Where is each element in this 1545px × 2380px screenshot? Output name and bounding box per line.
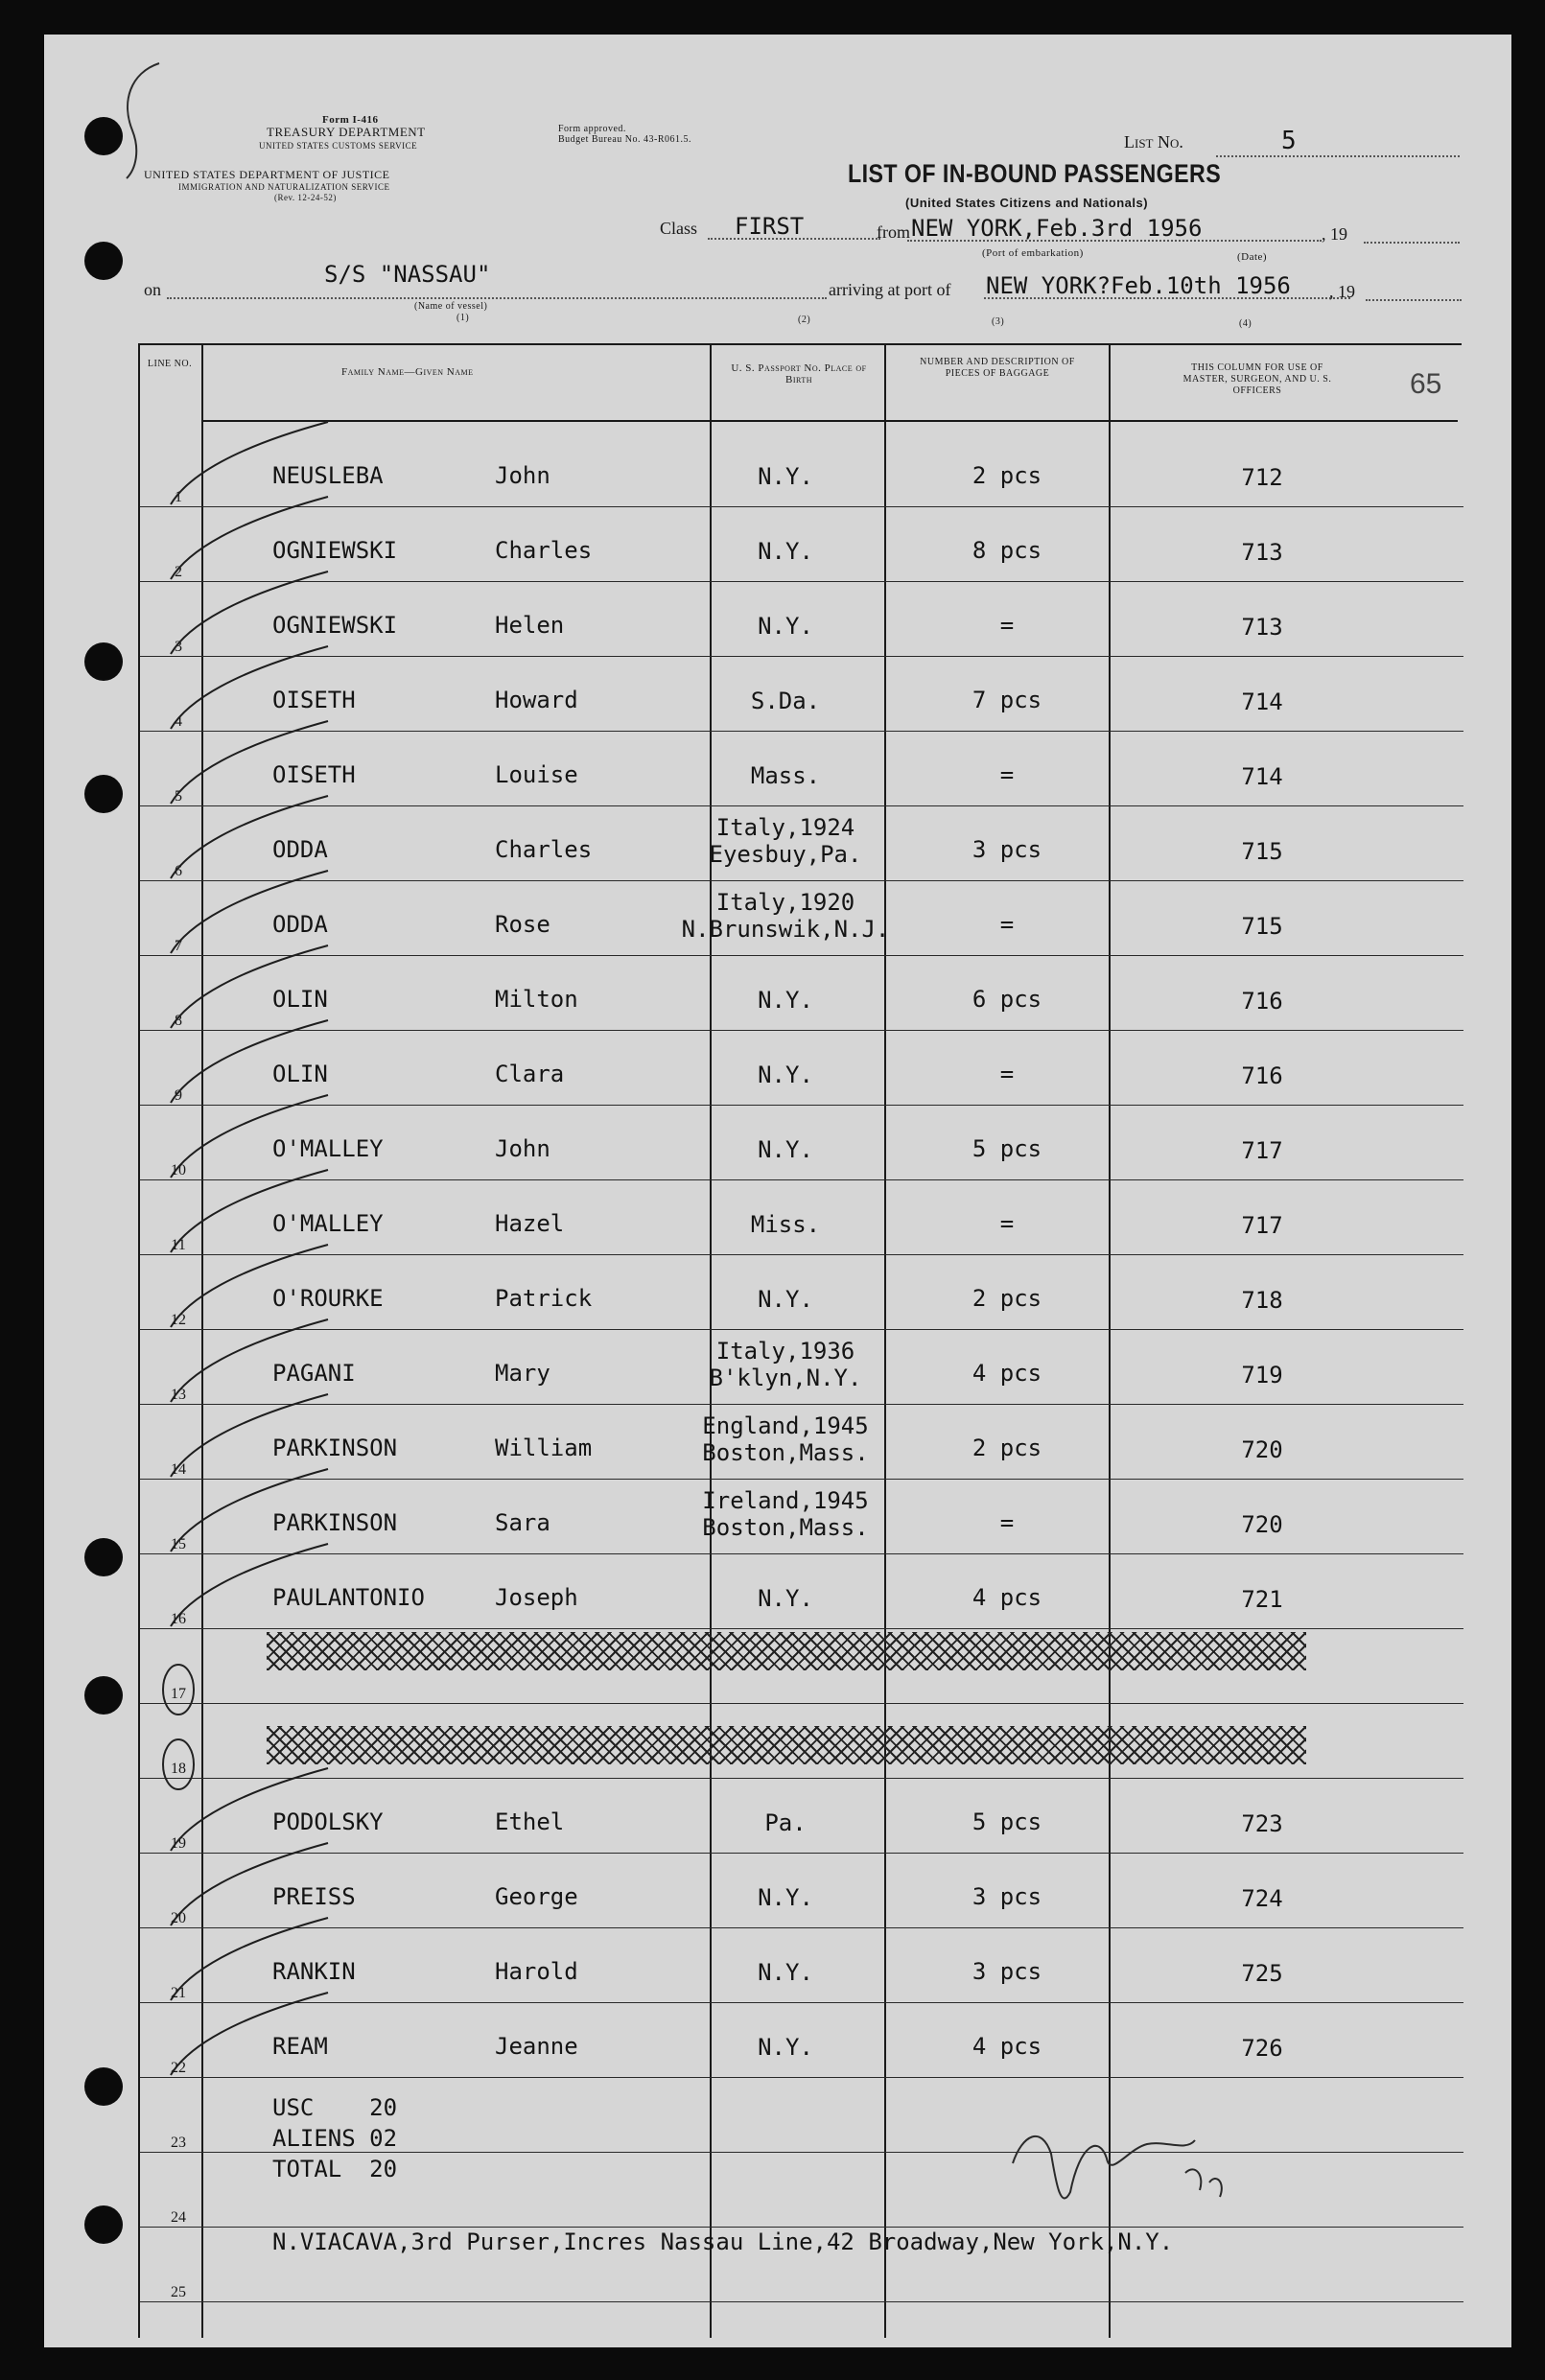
line-number: 7 — [175, 938, 182, 954]
officer-number: 718 — [1241, 1287, 1283, 1314]
given-name: George — [495, 1883, 578, 1910]
family-name: REAM — [272, 2033, 328, 2060]
baggage-count: = — [999, 911, 1015, 938]
total-usc: USC 20 — [272, 2094, 398, 2121]
line-number: 16 — [171, 1611, 186, 1627]
check-stroke — [171, 1768, 328, 1851]
family-name: PODOLSKY — [272, 1808, 384, 1835]
baggage-count: 5 pcs — [971, 1135, 1042, 1162]
list-no-label: List No. — [1124, 132, 1183, 152]
given-name: Milton — [495, 986, 578, 1013]
given-name: Jeanne — [495, 2033, 578, 2060]
officer-number: 717 — [1241, 1137, 1283, 1164]
baggage-count: = — [999, 761, 1015, 788]
line-number: 3 — [175, 639, 182, 655]
baggage-count: 8 pcs — [971, 537, 1042, 564]
baggage-count: 3 pcs — [971, 1958, 1042, 1985]
budget-bureau: Budget Bureau No. 43-R061.5. — [558, 134, 691, 145]
given-name: Sara — [495, 1509, 550, 1536]
baggage-count: 6 pcs — [971, 986, 1042, 1013]
family-name: OISETH — [272, 687, 356, 713]
given-name: Rose — [495, 911, 550, 938]
given-name: Charles — [495, 537, 593, 564]
birth-place: Miss. — [750, 1211, 821, 1238]
given-name: Charles — [495, 836, 593, 863]
family-name: RANKIN — [272, 1958, 356, 1985]
line-number: 22 — [171, 2060, 186, 2076]
officer-number: 717 — [1241, 1212, 1283, 1239]
given-name: Mary — [495, 1360, 550, 1387]
baggage-count: = — [999, 1061, 1015, 1087]
birth-place: N.Y. — [758, 1136, 813, 1163]
birth-place: N.Y. — [758, 1062, 813, 1088]
family-name: NEUSLEBA — [272, 462, 384, 489]
birth-place-line2: Eyesbuy,Pa. — [709, 841, 862, 868]
form-approved: Form approved. — [558, 124, 626, 134]
col-num-1: (1) — [456, 313, 470, 323]
check-stroke — [171, 1918, 328, 2000]
officer-number: 726 — [1241, 2035, 1283, 2062]
on-label: on — [144, 280, 161, 299]
birth-place: Pa. — [764, 1809, 807, 1836]
check-stroke — [171, 1394, 328, 1477]
line-number: 4 — [175, 713, 182, 730]
family-name: PREISS — [272, 1883, 356, 1910]
baggage-count: 4 pcs — [971, 1360, 1042, 1387]
check-stroke — [171, 1095, 328, 1178]
officer-number: 720 — [1241, 1436, 1283, 1463]
given-name: Hazel — [495, 1210, 565, 1237]
birth-place-line2: B'klyn,N.Y. — [709, 1365, 862, 1391]
officer-number: 716 — [1241, 1062, 1283, 1089]
check-stroke — [171, 1020, 328, 1103]
baggage-count: = — [999, 1509, 1015, 1536]
birth-place: N.Y. — [758, 1959, 813, 1986]
officer-number: 716 — [1241, 988, 1283, 1015]
family-name: OGNIEWSKI — [272, 612, 398, 639]
line-number: 17 — [171, 1686, 186, 1702]
from-label: from — [877, 222, 910, 242]
arriving-value: NEW YORK?Feb.10th 1956 — [986, 272, 1291, 299]
handwritten-marks — [44, 35, 1511, 2347]
vessel-label: (Name of vessel) — [414, 301, 488, 312]
family-name: OGNIEWSKI — [272, 537, 398, 564]
year-label-2: , 19 — [1329, 282, 1355, 301]
baggage-count: 4 pcs — [971, 2033, 1042, 2060]
line-number: 5 — [175, 788, 182, 805]
family-name: O'ROURKE — [272, 1285, 384, 1312]
line-number: 14 — [171, 1461, 186, 1478]
family-name: O'MALLEY — [272, 1210, 384, 1237]
col-head-baggage: NUMBER AND DESCRIPTION OF PIECES OF BAGGAGE — [920, 357, 1075, 379]
signature-mark — [1013, 2136, 1222, 2199]
birth-place: Italy,1920 — [715, 889, 855, 916]
col-num-2: (2) — [798, 315, 811, 325]
baggage-count: 7 pcs — [971, 687, 1042, 713]
check-stroke — [171, 1319, 328, 1402]
col-head-line: LINE NO. — [147, 359, 193, 369]
line-number: 23 — [171, 2135, 186, 2151]
birth-place: N.Y. — [758, 613, 813, 640]
check-stroke — [171, 646, 328, 729]
officer-number: 714 — [1241, 688, 1283, 715]
year-label-1: , 19 — [1322, 224, 1347, 244]
class-label: Class — [660, 219, 698, 238]
family-name: PAULANTONIO — [272, 1584, 425, 1611]
given-name: Joseph — [495, 1584, 578, 1611]
check-stroke — [171, 1993, 328, 2075]
officer-number: 724 — [1241, 1885, 1283, 1912]
class-value: FIRST — [735, 213, 805, 240]
col-head-name: Family Name—Given Name — [341, 366, 474, 378]
line-number: 25 — [171, 2284, 186, 2300]
circle-mark — [163, 1739, 194, 1789]
given-name: Louise — [495, 761, 578, 788]
circle-mark — [163, 1665, 194, 1715]
family-name: OLIN — [272, 986, 328, 1013]
birth-place: N.Y. — [758, 1585, 813, 1612]
line-number: 8 — [175, 1013, 182, 1029]
family-name: PARKINSON — [272, 1435, 398, 1461]
vessel-value: S/S "NASSAU" — [324, 261, 491, 288]
check-stroke — [171, 497, 328, 579]
manifest-page — [44, 35, 1511, 2347]
line-number: 9 — [175, 1087, 182, 1104]
officer-number: 715 — [1241, 838, 1283, 865]
family-name: PARKINSON — [272, 1509, 398, 1536]
baggage-count: = — [999, 1210, 1015, 1237]
given-name: Clara — [495, 1061, 565, 1087]
check-stroke — [171, 796, 328, 878]
col-head-passport: U. S. Passport No. Place of Birth — [731, 362, 867, 385]
given-name: John — [495, 1135, 550, 1162]
birth-place: N.Y. — [758, 1286, 813, 1313]
given-name: Ethel — [495, 1808, 565, 1835]
line-number: 10 — [171, 1162, 186, 1178]
baggage-count: 3 pcs — [971, 836, 1042, 863]
check-stroke — [171, 1843, 328, 1925]
officer-number: 723 — [1241, 1810, 1283, 1837]
check-stroke — [171, 721, 328, 804]
line-number: 21 — [171, 1985, 186, 2001]
line-number: 11 — [171, 1237, 186, 1253]
line-number: 15 — [171, 1536, 186, 1552]
birth-place-line2: N.Brunswik,N.J. — [681, 916, 890, 943]
officer-number: 719 — [1241, 1362, 1283, 1388]
baggage-count: 2 pcs — [971, 1435, 1042, 1461]
family-name: O'MALLEY — [272, 1135, 384, 1162]
check-stroke — [171, 1170, 328, 1252]
birth-place-line2: Boston,Mass. — [702, 1439, 869, 1466]
customs-label: UNITED STATES CUSTOMS SERVICE — [259, 141, 418, 151]
form-number: Form I-416 — [322, 114, 379, 126]
baggage-count: = — [999, 612, 1015, 639]
birth-place: N.Y. — [758, 463, 813, 490]
page-title: LIST OF IN-BOUND PASSENGERS — [848, 159, 1222, 188]
officer-number: 725 — [1241, 1960, 1283, 1987]
revision-label: (Rev. 12-24-52) — [274, 193, 337, 202]
check-stroke — [171, 422, 328, 504]
officer-number: 713 — [1241, 614, 1283, 641]
check-stroke — [171, 871, 328, 953]
given-name: William — [495, 1435, 593, 1461]
check-stroke — [171, 945, 328, 1028]
officer-number: 713 — [1241, 539, 1283, 566]
given-name: Helen — [495, 612, 565, 639]
birth-place: N.Y. — [758, 538, 813, 565]
purser-line: N.VIACAVA,3rd Purser,Incres Nassau Line,42 Broadway,New York,N.Y. — [272, 2228, 1174, 2255]
line-number: 20 — [171, 1910, 186, 1926]
check-stroke — [171, 1245, 328, 1327]
justice-label: UNITED STATES DEPARTMENT OF JUSTICE — [144, 168, 390, 181]
birth-place: N.Y. — [758, 1884, 813, 1911]
check-stroke — [171, 572, 328, 654]
total-total: TOTAL 20 — [272, 2156, 398, 2182]
line-number: 2 — [175, 564, 182, 580]
birth-place: England,1945 — [702, 1412, 869, 1439]
page-annotation: 65 — [1410, 368, 1442, 400]
birth-place: N.Y. — [758, 2034, 813, 2061]
line-number: 19 — [171, 1835, 186, 1852]
treasury-label: TREASURY DEPARTMENT — [267, 125, 426, 139]
family-name: ODDA — [272, 911, 328, 938]
baggage-count: 2 pcs — [971, 1285, 1042, 1312]
line-number: 18 — [171, 1761, 186, 1777]
col-head-officers: THIS COLUMN FOR USE OF MASTER, SURGEON, AND U. S. OFFICERS — [1182, 362, 1332, 396]
family-name: OISETH — [272, 761, 356, 788]
port-embark-label: (Port of embarkation) — [982, 247, 1084, 259]
line-number: 1 — [175, 489, 182, 505]
family-name: ODDA — [272, 836, 328, 863]
given-name: Howard — [495, 687, 578, 713]
officer-number: 721 — [1241, 1586, 1283, 1613]
total-aliens: ALIENS 02 — [272, 2125, 398, 2152]
col-num-3: (3) — [992, 316, 1005, 327]
birth-place: Italy,1936 — [715, 1338, 855, 1365]
family-name: OLIN — [272, 1061, 328, 1087]
given-name: Harold — [495, 1958, 578, 1985]
birth-place: Italy,1924 — [715, 814, 855, 841]
baggage-count: 3 pcs — [971, 1883, 1042, 1910]
list-no-value: 5 — [1281, 127, 1297, 155]
line-number: 24 — [171, 2209, 186, 2226]
line-number: 13 — [171, 1387, 186, 1403]
date-label-1: (Date) — [1237, 251, 1268, 263]
officer-number: 720 — [1241, 1511, 1283, 1538]
corner-mark — [127, 63, 159, 178]
baggage-count: 2 pcs — [971, 462, 1042, 489]
line-number: 6 — [175, 863, 182, 879]
officer-number: 714 — [1241, 763, 1283, 790]
col-num-4: (4) — [1239, 318, 1252, 329]
officer-number: 715 — [1241, 913, 1283, 940]
birth-place: Mass. — [750, 762, 821, 789]
family-name: PAGANI — [272, 1360, 356, 1387]
check-stroke — [171, 1544, 328, 1626]
line-number: 12 — [171, 1312, 186, 1328]
page-subtitle: (United States Citizens and Nationals) — [905, 196, 1149, 210]
given-name: John — [495, 462, 550, 489]
birth-place: Ireland,1945 — [702, 1487, 869, 1514]
officer-number: 712 — [1241, 464, 1283, 491]
immigration-label: IMMIGRATION AND NATURALIZATION SERVICE — [178, 182, 390, 192]
given-name: Patrick — [495, 1285, 593, 1312]
birth-place: N.Y. — [758, 987, 813, 1014]
arriving-label: arriving at port of — [829, 280, 951, 299]
from-value: NEW YORK,Feb.3rd 1956 — [911, 215, 1203, 242]
birth-place-line2: Boston,Mass. — [702, 1514, 869, 1541]
check-stroke — [171, 1469, 328, 1552]
baggage-count: 4 pcs — [971, 1584, 1042, 1611]
birth-place: S.Da. — [750, 688, 821, 714]
baggage-count: 5 pcs — [971, 1808, 1042, 1835]
